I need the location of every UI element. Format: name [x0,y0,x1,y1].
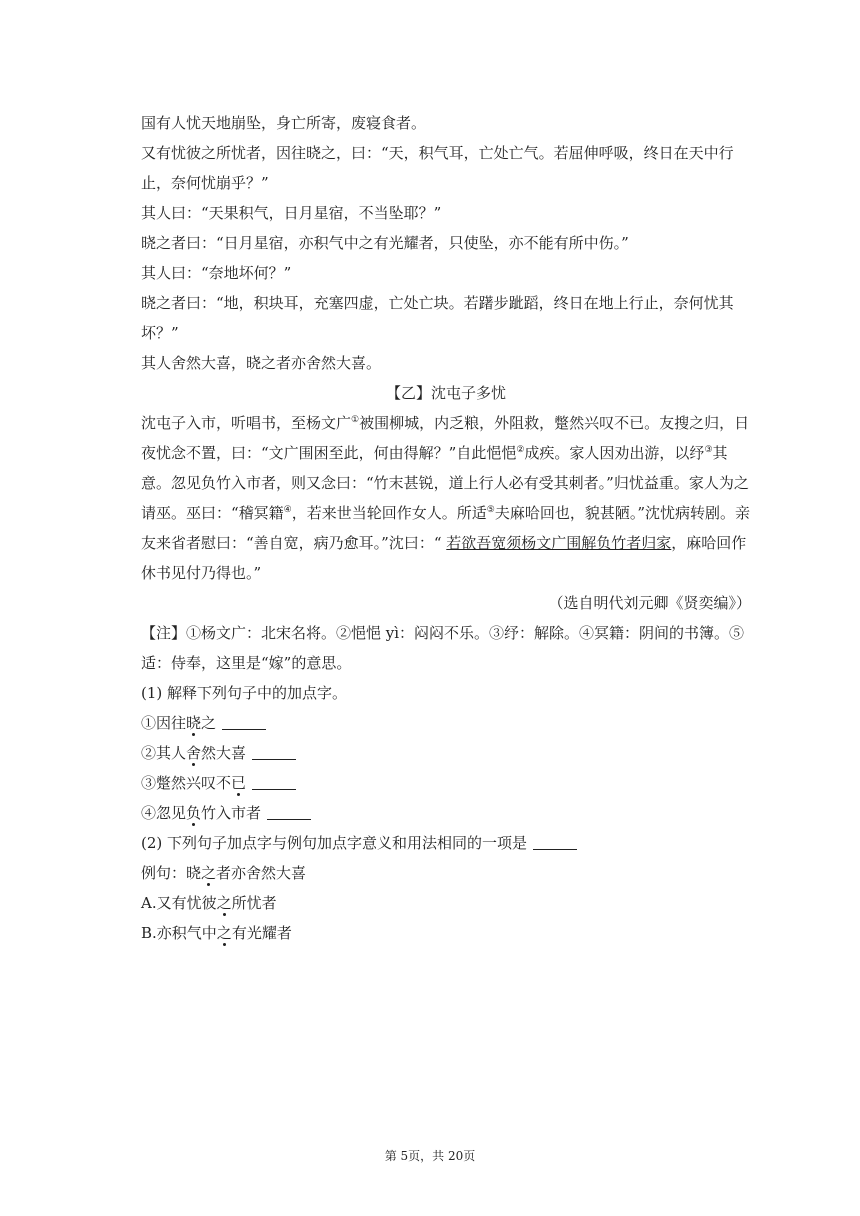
answer-blank[interactable] [222,713,266,730]
dotted-char: 之 [216,894,232,912]
note-ref: ④ [283,505,292,515]
source-citation: （选自明代刘元卿《贤奕编》） [548,594,751,612]
q-text: B.亦积气中 [141,924,217,942]
yi-title: 【乙】沈屯子多忧 [385,384,506,402]
yi-text: 沈屯子入市，听唱书，至杨文广 [141,414,352,432]
notes-label: 【注】 [141,624,187,642]
q2-stem-text: (2) 下列句子加点字与例句加点字意义和用法相同的一项是 [141,834,528,852]
q1-item-4 [141,798,751,828]
q1-item-2 [141,738,751,768]
note-ref: ③ [704,445,713,455]
yi-text: 成疾。家人因劝出游，以纾 [524,444,705,462]
jia-line-6a: 晓之者曰：“地，积块耳，充塞四虚，亡处亡块。若躇步跐蹈，终日在地上行止，奈何忧其 [141,294,734,312]
dotted-char: 晓 [186,714,202,732]
dotted-char: 之 [201,864,217,882]
q-text: 之 [201,714,217,732]
q-text: A.又有忧彼 [141,894,217,912]
answer-blank[interactable] [267,803,311,820]
answer-blank[interactable] [252,743,296,760]
q-text: 例句：晓 [141,864,202,882]
answer-blank[interactable] [252,773,296,790]
yi-text: 被围柳城，内乏粮，外阻救，蹩然兴叹不已。友搜之归，日夜忧念不置，曰：“文广围困至此，何由得解？”自此悒悒 [141,414,750,462]
q1-item-3 [141,768,751,798]
note-ref: ⑤ [486,505,495,515]
yi-text: 夫麻哈回也，貌甚陋。”沈忧病转剧。亲友来省者慰曰：“善自宽，病乃愈耳。”沈曰：“ [141,504,751,552]
jia-line-2a: 又有忧彼之所忧者，因往晓之，曰：“天，积气耳，亡处亡气。若屈伸呼吸，终日在天中行 [141,144,734,162]
note-ref: ② [516,445,525,455]
q2-stem [141,828,751,858]
q-text: ①因往 [141,714,187,732]
q-text: ④忽见 [141,804,187,822]
jia-line-1: 国有人忧天地崩坠，身亡所寄，废寝食者。 [141,114,427,132]
q-text: ③蹩然兴叹不 [141,774,232,792]
q1-item-1 [141,708,751,738]
q2-option-b [141,918,751,948]
page-footer: 第 5页，共 20页 [384,1149,476,1163]
yi-passage [141,408,751,588]
notes [141,618,751,678]
q1-stem: (1) 解释下列句子中的加点字。 [141,684,348,702]
yi-text: ，若来世当轮回作女人。所适 [291,504,487,522]
q-text: 然大喜 [201,744,247,762]
q2-example [141,858,751,888]
dotted-char: 已 [231,774,247,792]
jia-line-2b: 止，奈何忧崩乎？” [141,174,269,192]
document-body [141,108,751,948]
jia-line-6b: 坏？” [141,324,179,342]
q-text: 竹入市者 [201,804,262,822]
dotted-char: 之 [216,924,232,942]
q-text: 有光耀者 [231,924,292,942]
yi-text: 其意。忽见负竹入市者，则又念曰：“竹末甚锐，道上行人必有受其刺者。”归忧益重。家人为之请巫。巫曰：“稽冥籍 [141,444,749,522]
jia-line-5: 其人曰：“奈地坏何？” [141,264,292,282]
notes-text: ①杨文广：北宋名将。②悒悒 yì：闷闷不乐。③纾：解除。④冥籍：阴间的书簿。⑤适：侍奉，这里是“嫁”的意思。 [141,624,745,672]
q2-option-a [141,888,751,918]
dotted-char: 舍 [186,744,202,762]
yi-text: ，麻哈回作休书见付乃得也。” [141,534,747,582]
q-text: ②其人 [141,744,187,762]
jia-line-3: 其人曰：“天果积气，日月星宿，不当坠耶？” [141,204,442,222]
jia-line-7: 其人舍然大喜，晓之者亦舍然大喜。 [141,354,382,372]
jia-line-4: 晓之者曰：“日月星宿，亦积气中之有光耀者，只使坠，亦不能有所中伤。” [141,234,629,252]
dotted-char: 负 [186,804,202,822]
answer-blank[interactable] [533,833,577,850]
note-ref: ① [351,415,360,425]
q-text: 所忧者 [231,894,277,912]
q-text: 者亦舍然大喜 [216,864,307,882]
underlined-sentence: 若欲吾宽须杨文广围解负竹者归家 [446,534,672,552]
